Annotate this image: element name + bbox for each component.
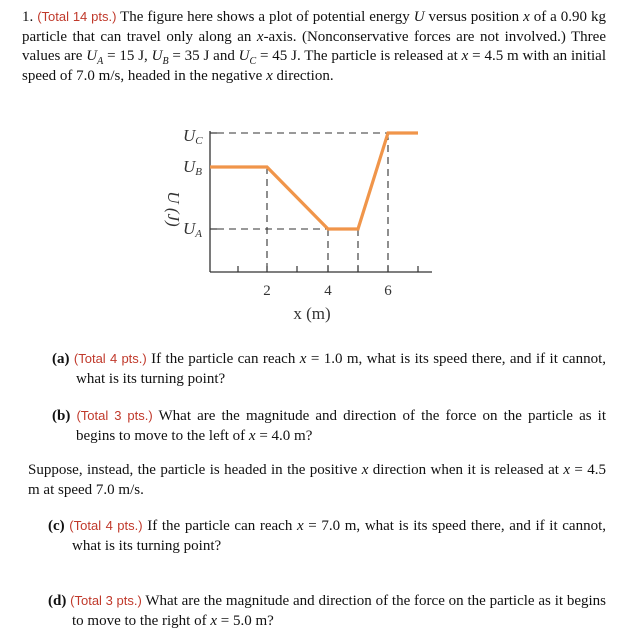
var-x: x	[361, 462, 369, 478]
question-label: (b)	[52, 408, 71, 424]
question-label: (a)	[52, 351, 70, 367]
question-points: (Total 3 pts.)	[70, 593, 142, 608]
var-x: x	[210, 612, 217, 629]
intro-text: -axis. (Nonconservative forces are not involved.) Three values are	[22, 28, 606, 64]
question-text: If the particle can reach	[146, 351, 300, 367]
intro-text: = 4.5 m with an initial speed of 7.0 m/s, headed in the negative	[22, 48, 606, 84]
question-text: = 1.0 m, what is its speed there, and if it cannot, what is its turning point?	[76, 351, 607, 387]
var-x: x	[256, 28, 264, 45]
var-UB-sub: B	[162, 56, 169, 67]
question-text: = 7.0 m, what is its speed there, and if it cannot, what is its turning point?	[72, 518, 607, 554]
question-points: (Total 4 pts.)	[69, 518, 143, 533]
var-x: x	[248, 427, 256, 444]
var-UC: U	[238, 48, 250, 64]
question-label: (c)	[48, 518, 65, 534]
question-a	[52, 349, 607, 389]
UC-value: = 45 J. The particle is released at	[256, 48, 462, 64]
y-axis-label: U (J)	[164, 191, 183, 227]
var-U: U	[413, 9, 425, 25]
question-text: = 4.0 m?	[255, 427, 313, 444]
intro-text: of a 0.90 kg particle that can travel only along an	[22, 9, 607, 45]
var-UB: U	[151, 48, 163, 64]
potential-curve	[210, 133, 418, 229]
var-x: x	[461, 48, 469, 64]
var-UC-sub: C	[249, 56, 257, 67]
var-UA: U	[86, 48, 98, 64]
question-points: (Total 4 pts.)	[73, 351, 147, 366]
scenario-text	[28, 461, 606, 500]
UA-value: = 15 J,	[103, 48, 152, 64]
x-axis-label: x (m)	[293, 304, 331, 323]
total-points: (Total 14 pts.)	[37, 9, 117, 24]
UB-value: = 35 J and	[168, 48, 239, 64]
problem-number: 1.	[22, 9, 34, 25]
intro-text: versus position	[424, 9, 524, 25]
var-x: x	[296, 518, 304, 534]
question-text: If the particle can reach	[142, 518, 297, 534]
question-text: = 5.0 m?	[216, 612, 274, 629]
var-x: x	[299, 351, 307, 367]
question-text: What are the magnitude and direction of the force on the particle as it begins to move to the right of	[72, 593, 606, 629]
x-tick-label-2: 2	[263, 283, 271, 299]
intro-text: The figure here shows a plot of potential energy	[116, 9, 414, 25]
scenario-part: direction when it is released at	[368, 462, 564, 478]
var-UA-sub: A	[97, 56, 104, 67]
label-UA: UA	[183, 219, 203, 240]
question-b	[52, 406, 607, 446]
label-UB: UB	[183, 157, 203, 178]
question-d	[48, 591, 606, 631]
scenario-part: = 4.5 m at speed 7.0 m/s.	[28, 462, 606, 498]
question-points: (Total 3 pts.)	[76, 408, 153, 423]
question-label: (d)	[48, 593, 67, 609]
x-tick-label-6: 6	[384, 283, 392, 299]
question-c	[48, 516, 607, 556]
var-x: x	[563, 462, 570, 478]
var-x: x	[266, 67, 273, 84]
var-x: x	[523, 9, 530, 25]
scenario-part: Suppose, instead, the particle is headed in the positive	[28, 462, 362, 478]
intro-text: direction.	[272, 67, 334, 84]
question-text: What are the magnitude and direction of the force on the particle as it begins to move to the left of	[76, 408, 607, 444]
x-tick-label-4: 4	[324, 283, 332, 299]
label-UC: UC	[183, 126, 203, 147]
